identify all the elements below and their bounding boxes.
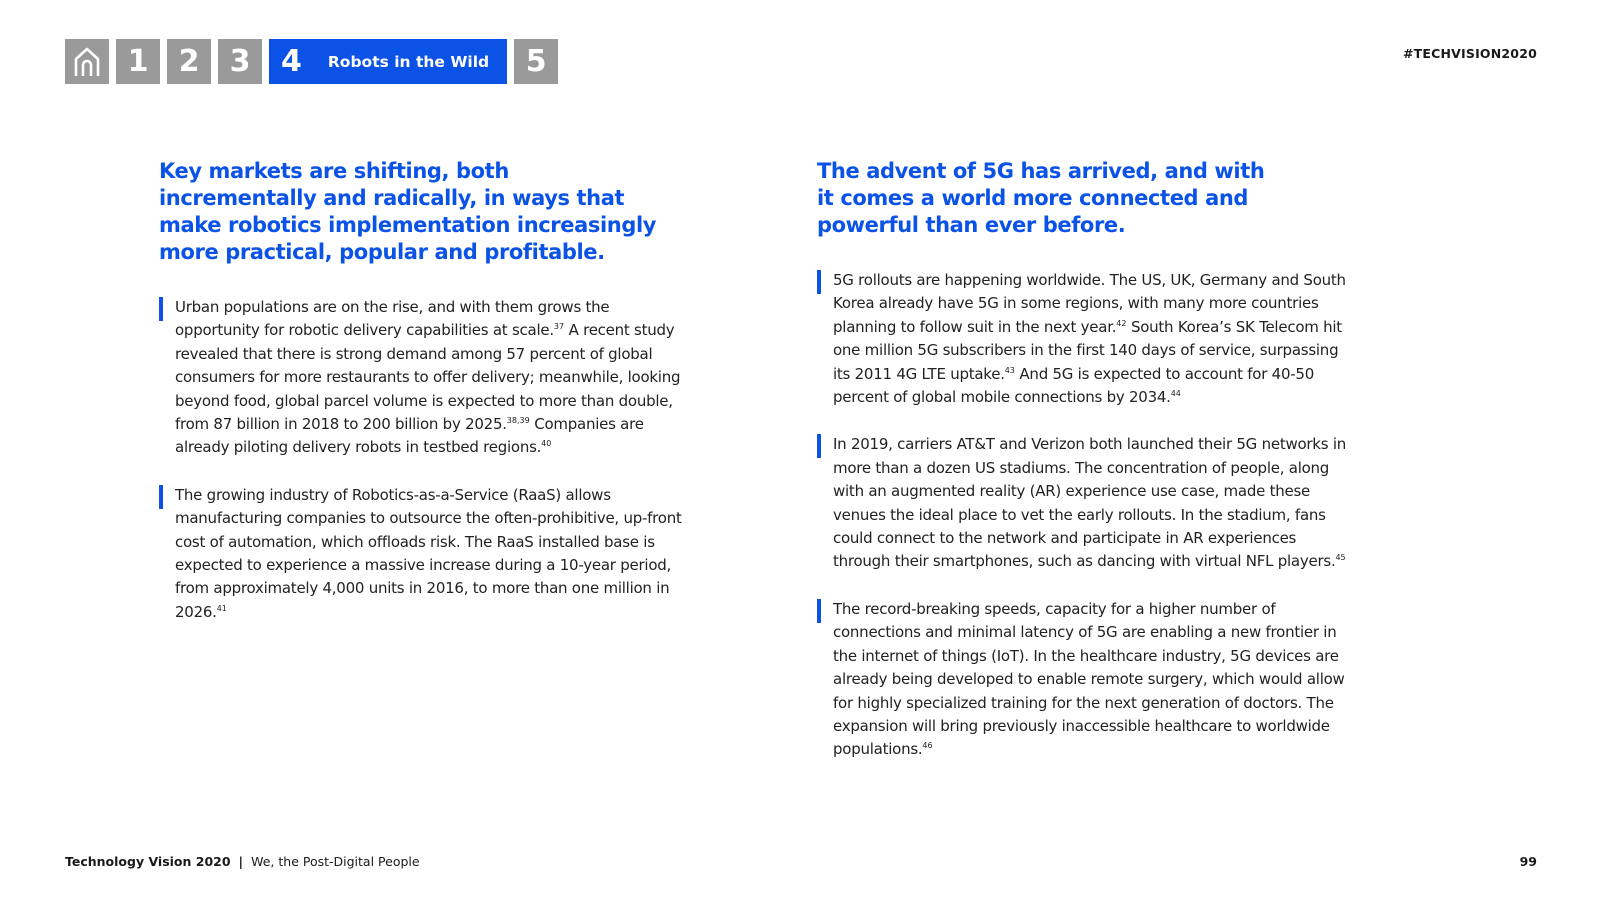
chapter-2-button[interactable]: 2: [167, 39, 211, 84]
left-column: [159, 158, 719, 624]
footer: [65, 854, 420, 869]
footer-publication: Technology Vision 2020: [65, 854, 231, 869]
footer-subtitle: We, the Post-Digital People: [251, 854, 420, 869]
footnote-marker: 45: [1335, 553, 1346, 563]
page-number: 99: [1519, 854, 1537, 869]
footnote-marker: 43: [1004, 365, 1015, 375]
paragraph-accent-bar: [817, 434, 821, 458]
chapter-1-button[interactable]: 1: [116, 39, 160, 84]
footnote-marker: 42: [1116, 318, 1127, 328]
footnote-marker: 44: [1170, 389, 1181, 399]
chapter-nav: [65, 39, 558, 84]
chapter-4-number: 4: [281, 44, 302, 79]
paragraph-text: The record-breaking speeds, capacity for a higher number of connections and minimal latency of 5G are enabling a new frontier in the internet of things (IoT). In the healthcare industry, 5G devices are already being developed to enable remote surgery, which would allow for highly specialized training for the next generation of doctors. The expansion will bring previously inaccessible healthcare to worldwide populations.: [833, 599, 1345, 759]
chapter-4-active-tab[interactable]: [269, 39, 507, 84]
paragraph-text: South Korea’s SK Telecom hit one million 5G subscribers in the first 140 days of service, surpassing its 2011 4G LTE uptake.: [833, 317, 1342, 383]
hashtag: #TECHVISION2020: [1402, 46, 1537, 61]
paragraph-accent-bar: [159, 485, 163, 509]
paragraph-accent-bar: [159, 297, 163, 321]
footer-separator: |: [238, 854, 244, 869]
right-column: [817, 158, 1377, 762]
footnote-marker: 37: [553, 322, 565, 332]
left-paragraph-2: [159, 484, 695, 624]
paragraph-text: The growing industry of Robotics-as-a-Service (RaaS) allows manufacturing companies to outsource the often-prohibitive, up-front cost of automation, which offloads risk. The RaaS installed base is expected to experience a massive increase during a 10-year period, from approximately 4,000 units in 2016, to more than one million in 2026.: [175, 485, 682, 621]
footnote-marker: 46: [922, 741, 933, 751]
paragraph-text: A recent study revealed that there is strong demand among 57 percent of global consumers for more restaurants to offer delivery; meanwhile, looking beyond food, global parcel volume is expected to more than double, from 87 billion in 2018 to 200 billion by 2025.: [175, 321, 681, 434]
paragraph-accent-bar: [817, 270, 821, 294]
home-icon: [73, 47, 101, 77]
right-headline: The advent of 5G has arrived, and with it comes a world more connected and powerful than ever before.: [817, 159, 1265, 237]
footnote-marker: 40: [541, 439, 552, 449]
right-paragraph-2: [817, 433, 1355, 573]
left-headline: Key markets are shifting, both incrementally and radically, in ways that make robotics implementation increasingly more practical, popular and profitable.: [159, 159, 657, 264]
chapter-5-button[interactable]: 5: [514, 39, 558, 84]
paragraph-text: And 5G is expected to account for 40-50 percent of global mobile connections by 2034.: [833, 364, 1314, 407]
right-paragraph-3: [817, 598, 1355, 762]
paragraph-text: Companies are already piloting delivery robots in testbed regions.: [175, 415, 644, 457]
footnote-marker: 38,39: [506, 416, 530, 426]
chapter-4-title: Robots in the Wild: [327, 52, 490, 71]
footnote-marker: 41: [216, 603, 227, 613]
chapter-3-button[interactable]: 3: [218, 39, 262, 84]
paragraph-text: Urban populations are on the rise, and with them grows the opportunity for robotic delivery capabilities at scale.: [175, 298, 610, 340]
home-button[interactable]: [65, 39, 109, 84]
paragraph-text: In 2019, carriers AT&T and Verizon both launched their 5G networks in more than a dozen US stadiums. The concentration of people, along with an augmented reality (AR) experience use case, made these venues the ideal place to vet the early rollouts. In the stadium, fans could connect to the network and participate in AR experiences through their smartphones, such as dancing with virtual NFL players.: [833, 435, 1347, 571]
paragraph-text: 5G rollouts are happening worldwide. The US, UK, Germany and South Korea already have 5G in some regions, with many more countries planning to follow suit in the next year.: [833, 271, 1346, 336]
paragraph-accent-bar: [817, 599, 821, 623]
left-paragraph-1: [159, 296, 695, 460]
right-paragraph-1: [817, 269, 1355, 409]
